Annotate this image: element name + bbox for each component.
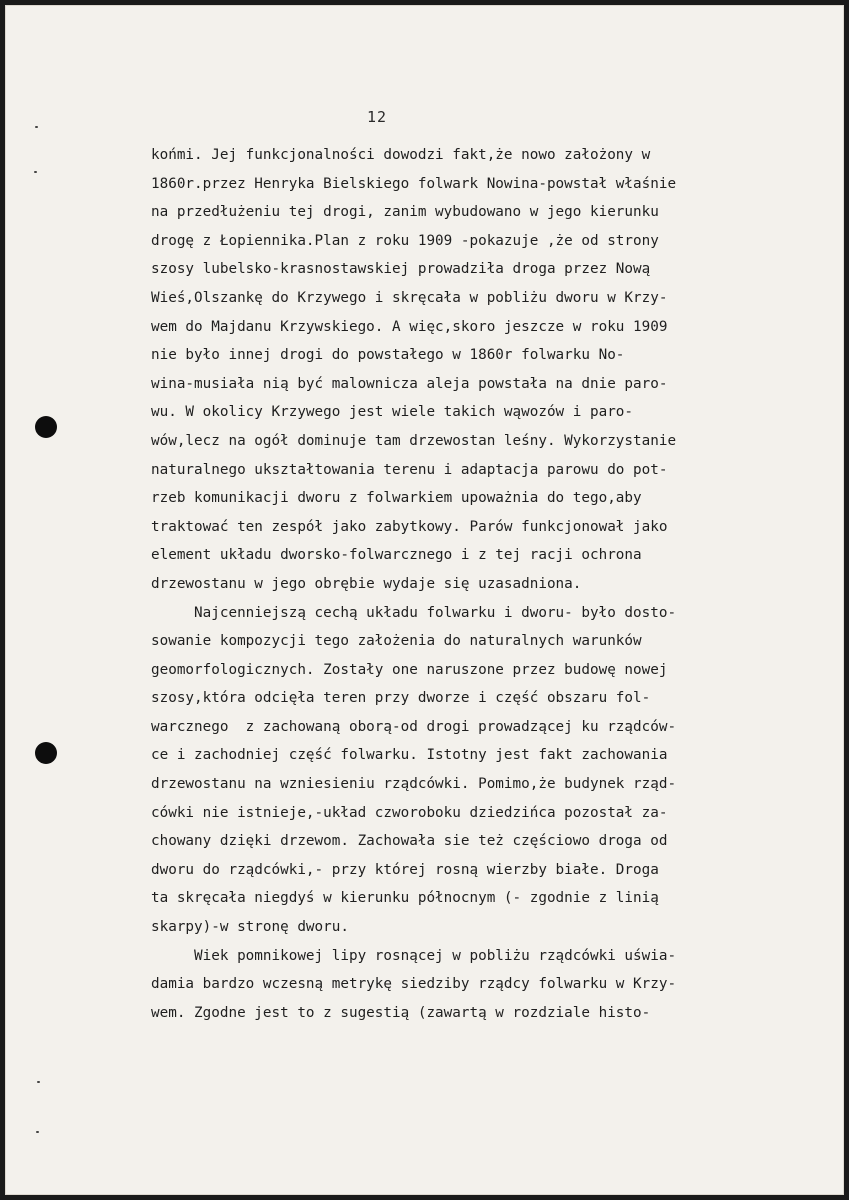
text-line: 1860r.przez Henryka Bielskiego folwark Nowina-powstał właśnie [151, 175, 677, 192]
text-line: traktować ten zespół jako zabytkowy. Parów funkcjonował jako [151, 518, 668, 535]
text-line: chowany dzięki drzewom. Zachowała sie też częściowo droga od [151, 833, 668, 850]
text-line: szosy lubelsko-krasnostawskiej prowadziła droga przez Nową [151, 261, 651, 278]
body-text [151, 141, 781, 1027]
text-line: wina-musiała nią być malownicza aleja powstała na dnie paro- [151, 375, 668, 392]
punch-hole-top [35, 416, 57, 438]
text-line: warcznego z zachowaną oborą-od drogi prowadzącej ku rządców- [151, 718, 677, 735]
text-line: na przedłużeniu tej drogi, zanim wybudowano w jego kierunku [151, 204, 659, 221]
margin-speck [35, 126, 38, 128]
text-line: Wieś,Olszankę do Krzywego i skręcała w pobliżu dworu w Krzy- [151, 289, 668, 306]
text-line: wem do Majdanu Krzywskiego. A więc,skoro jeszcze w roku 1909 [151, 318, 668, 335]
text-line: damia bardzo wczesną metrykę siedziby rządcy folwarku w Krzy- [151, 976, 677, 993]
document-page [5, 5, 844, 1195]
text-line: wów,lecz na ogół dominuje tam drzewostan leśny. Wykorzystanie [151, 432, 677, 449]
text-line: dworu do rządcówki,- przy której rosną wierzby białe. Droga [151, 861, 659, 878]
text-line: Najcenniejszą cechą układu folwarku i dworu- było dosto- [151, 604, 677, 621]
text-line: skarpy)-w stronę dworu. [151, 919, 349, 936]
text-line: rzeb komunikacji dworu z folwarkiem upoważnia do tego,aby [151, 490, 642, 507]
text-line: drzewostanu w jego obrębie wydaje się uzasadniona. [151, 575, 582, 592]
text-line: cówki nie istnieje,-układ czworoboku dziedzińca pozostał za- [151, 804, 668, 821]
text-line: wu. W okolicy Krzywego jest wiele takich wąwozów i paro- [151, 404, 634, 421]
text-line: Wiek pomnikowej lipy rosnącej w pobliżu rządcówki uświa- [151, 947, 677, 964]
text-line: geomorfologicznych. Zostały one naruszone przez budowę nowej [151, 661, 668, 678]
text-line: nie było innej drogi do powstałego w 1860r folwarku No- [151, 347, 625, 364]
text-line: drogę z Łopiennika.Plan z roku 1909 -pokazuje ,że od strony [151, 232, 659, 249]
text-line: szosy,która odcięła teren przy dworze i część obszaru fol- [151, 690, 651, 707]
margin-speck [36, 1131, 39, 1133]
text-line: sowanie kompozycji tego założenia do naturalnych warunków [151, 633, 642, 650]
page-number: 12 [367, 108, 388, 126]
margin-speck [37, 1081, 40, 1083]
text-line: element układu dworsko-folwarcznego i z tej racji ochrona [151, 547, 642, 564]
text-line: wem. Zgodne jest to z sugestią (zawartą w rozdziale histo- [151, 1004, 651, 1021]
margin-speck [34, 171, 37, 173]
text-line: drzewostanu na wzniesieniu rządcówki. Pomimo,że budynek rząd- [151, 776, 677, 793]
text-line: ta skręcała niegdyś w kierunku północnym (- zgodnie z linią [151, 890, 659, 907]
text-line: naturalnego ukształtowania terenu i adaptacja parowu do pot- [151, 461, 668, 478]
text-line: ce i zachodniej część folwarku. Istotny jest fakt zachowania [151, 747, 668, 764]
text-line: końmi. Jej funkcjonalności dowodzi fakt,że nowo założony w [151, 147, 651, 163]
punch-hole-bottom [35, 742, 57, 764]
